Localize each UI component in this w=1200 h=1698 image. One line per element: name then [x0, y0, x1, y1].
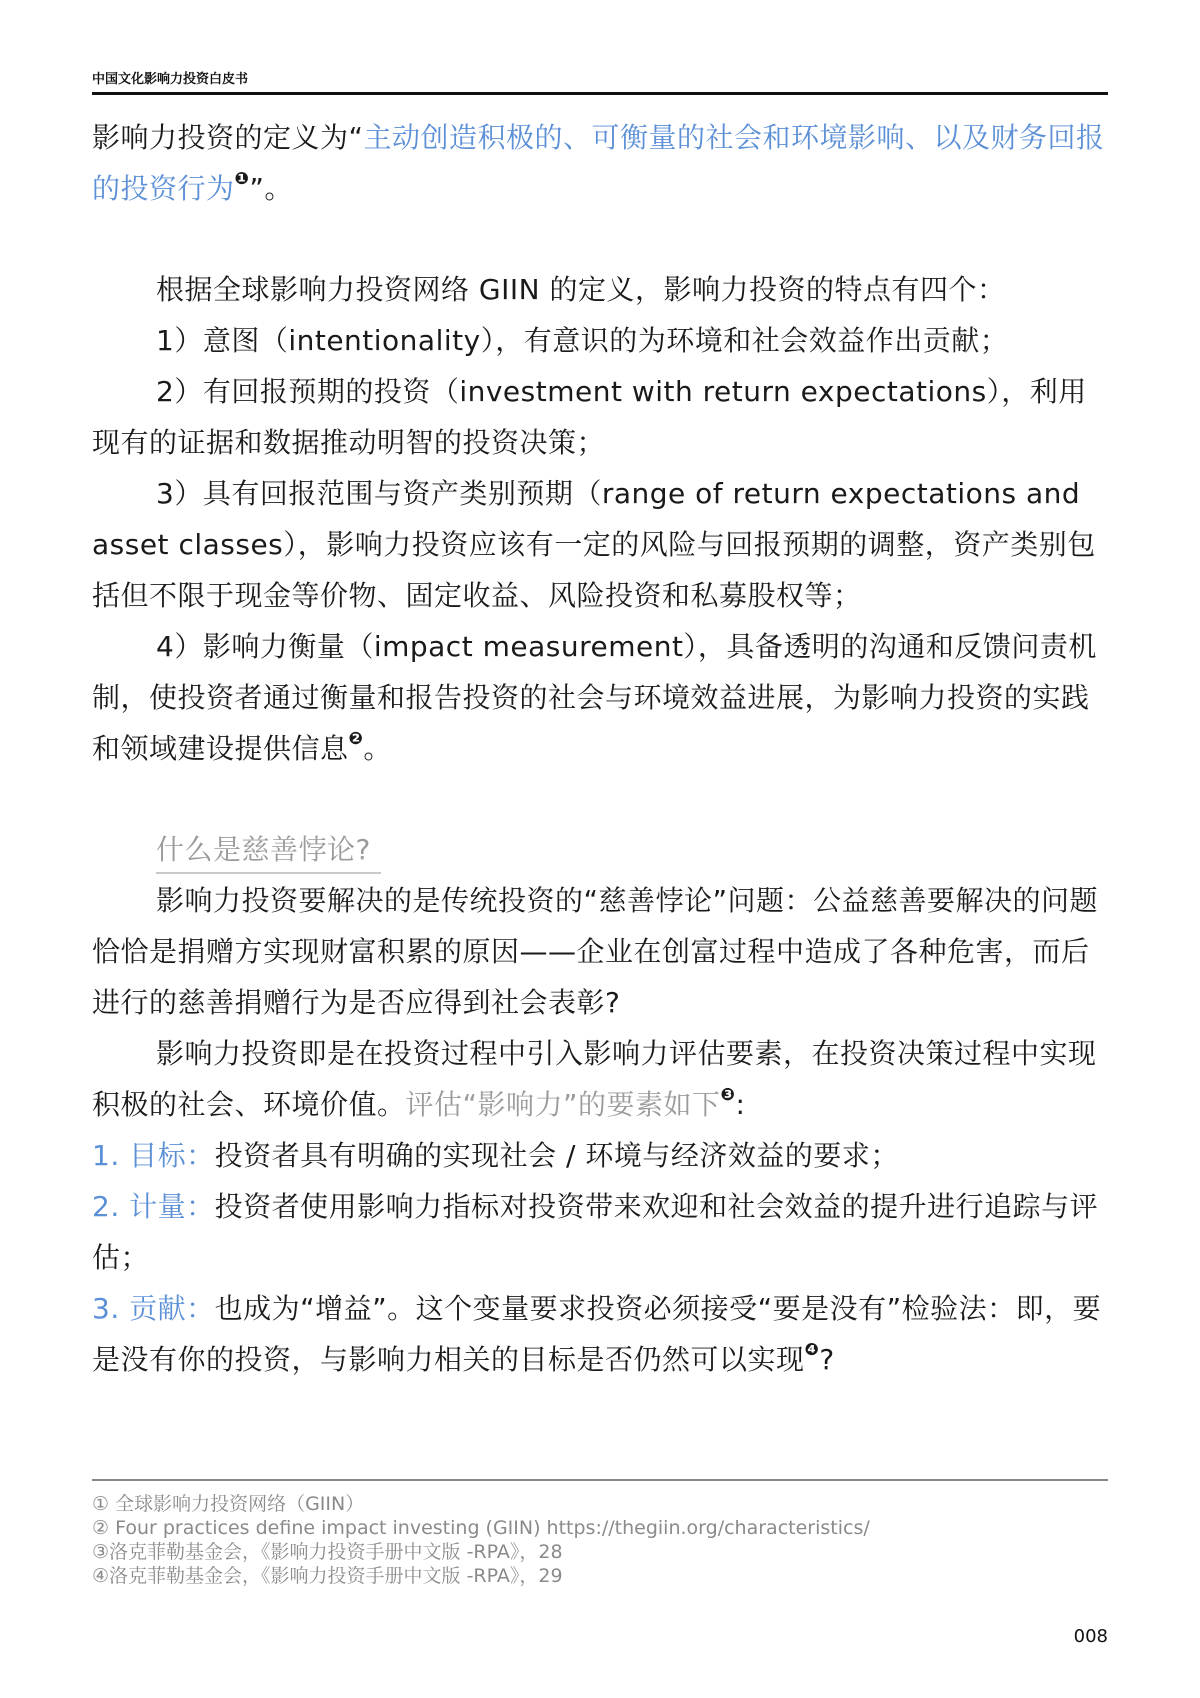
giin-point-3: 3）具有回报范围与资产类别预期（range of return expectations and asset classes），影响力投资应该有一定的风险与回报预期的调整，资产类别包括但不限于现金等价物、固定收益、风险投资和私募股权等； [92, 477, 1096, 612]
element-label: 3. 贡献： [92, 1292, 215, 1325]
running-header: 中国文化影响力投资白皮书 [92, 72, 249, 87]
footnote-1: ① 全球影响力投资网络（GIIN） [92, 1493, 365, 1515]
footnote-3: ③洛克菲勒基金会，《影响力投资手册中文版 -RPA》，28 [92, 1541, 563, 1563]
footnote-4: ④洛克菲勒基金会，《影响力投资手册中文版 -RPA》，29 [92, 1565, 563, 1587]
paradox-paragraph-2-grey: 评估“影响力”的要素如下 [405, 1088, 721, 1121]
paradox-paragraph-2-main: 影响力投资即是在投资过程中引入影响力评估要素，在投资决策过程中实现积极的社会、环境价值。 [92, 1037, 1097, 1121]
definition-paragraph [92, 112, 1108, 214]
element-item-measure [92, 1181, 1108, 1283]
footnote-2[interactable]: ② Four practices define impact investing (GIIN) https://thegiin.org/characteristics/ [92, 1517, 870, 1539]
paradox-paragraph-1: 影响力投资要解决的是传统投资的“慈善悖论”问题：公益慈善要解决的问题恰恰是捐赠方实现财富积累的原因——企业在创富过程中造成了各种危害，而后进行的慈善捐赠行为是否应得到社会表彰? [92, 884, 1099, 1019]
header-divider [92, 92, 1108, 95]
giin-intro: 根据全球影响力投资网络 GIIN 的定义，影响力投资的特点有四个： [156, 273, 1006, 306]
definition-quote: 主动创造积极的、可衡量的社会和环境影响、以及财务回报的投资行为 [92, 121, 1105, 205]
giin-point-4-text: 4）影响力衡量（impact measurement），具备透明的沟通和反馈问责机制，使投资者通过衡量和报告投资的社会与环境效益进展，为影响力投资的实践和领域建设提供信息 [92, 630, 1097, 765]
element-text: 也成为“增益”。这个变量要求投资必须接受“要是没有”检验法：即，要是没有你的投资，与影响力相关的目标是否仍然可以实现 [92, 1292, 1102, 1376]
footnote-ref-3[interactable]: ❸ [720, 1085, 736, 1105]
element-text: 投资者具有明确的实现社会 / 环境与经济效益的要求； [214, 1139, 899, 1172]
footnote-ref-1[interactable]: ❶ [234, 169, 250, 189]
paradox-paragraph-2 [92, 1028, 1108, 1130]
main-content [92, 112, 1108, 1385]
giin-point-4-end: 。 [363, 732, 392, 765]
definition-prefix: 影响力投资的定义为“ [92, 121, 364, 154]
giin-point-4 [92, 621, 1108, 774]
element-text: 投资者使用影响力指标对投资带来欢迎和社会效益的提升进行追踪与评估； [92, 1190, 1099, 1274]
footnotes [92, 1492, 1108, 1588]
giin-point-2: 2）有回报预期的投资（investment with return expectations），利用现有的证据和数据推动明智的投资决策； [92, 375, 1087, 459]
element-item-contribution [92, 1283, 1108, 1385]
giin-point-1: 1）意图（intentionality），有意识的为环境和社会效益作出贡献； [156, 324, 1009, 357]
spacer [92, 214, 1108, 264]
footnote-ref-2[interactable]: ❷ [348, 729, 364, 749]
spacer [92, 774, 1108, 824]
element-item-goal [92, 1130, 1108, 1181]
footnote-ref-4[interactable]: ❹ [804, 1340, 820, 1360]
element-label: 2. 计量： [92, 1190, 215, 1223]
definition-suffix: ”。 [249, 172, 293, 205]
element-label: 1. 目标： [92, 1139, 215, 1172]
page-number: 008 [1073, 1626, 1108, 1647]
section-subheading: 什么是慈善悖论? [156, 828, 381, 874]
element-end: ? [819, 1343, 835, 1376]
footnote-divider [92, 1479, 1108, 1481]
paradox-paragraph-2-end: : [735, 1088, 746, 1121]
